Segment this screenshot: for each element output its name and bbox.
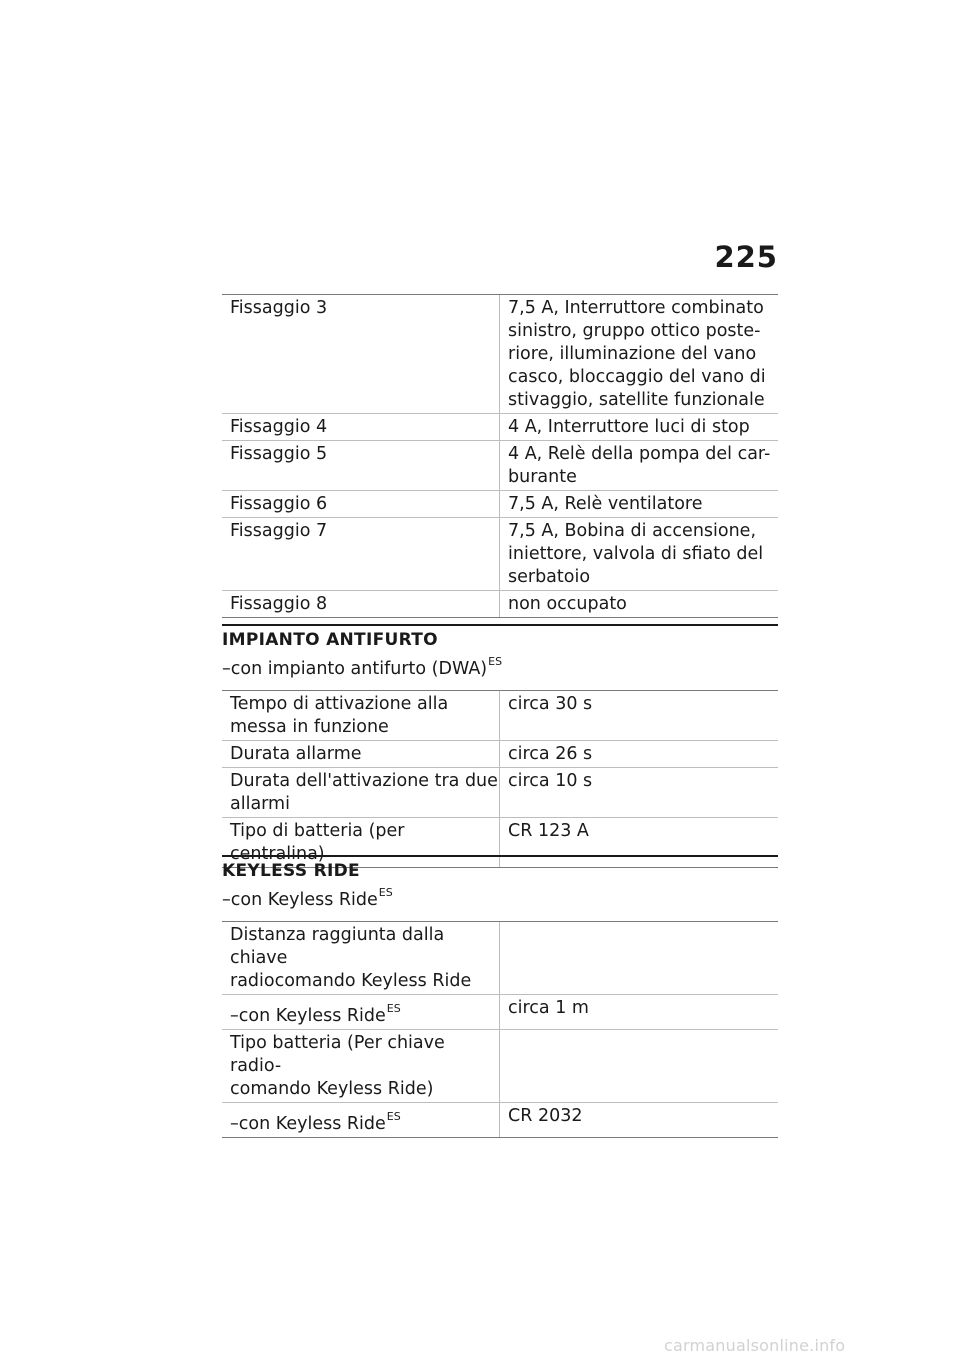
keyless-row-label [222, 1103, 500, 1137]
keyless-row-label [222, 922, 500, 994]
keyless-row-label-line [230, 970, 499, 993]
antitheft-row-value-line: circa 26 s [508, 744, 593, 764]
fuse-row-label [222, 591, 500, 617]
keyless-row-label-line [230, 1078, 499, 1101]
antitheft-rule [222, 624, 778, 626]
antitheft-row-label-text: allarmi [230, 794, 290, 814]
fuse-row-value-line: burante [508, 467, 577, 487]
keyless-row-label-sup: ES [386, 1002, 401, 1015]
fuse-row-value [500, 518, 778, 590]
antitheft-row [222, 741, 778, 768]
fuse-row-label-line [230, 493, 499, 516]
keyless-row-label-text: radiocomando Keyless Ride [230, 971, 472, 991]
fuse-row-value-line: casco, bloccaggio del vano di [508, 367, 766, 387]
keyless-row-label-text: Tipo batteria (Per chiave radio- [230, 1033, 445, 1076]
antitheft-row-label [222, 691, 500, 740]
fuse-row-label-line [230, 416, 499, 439]
antitheft-condition-sup: ES [488, 655, 503, 668]
antitheft-row-value-line: circa 10 s [508, 771, 593, 791]
fuse-row-value [500, 441, 778, 490]
antitheft-title: IMPIANTO ANTIFURTO [222, 630, 438, 650]
fuse-row-value-line: riore, illuminazione del vano [508, 344, 757, 364]
fuse-row-value-line: serbatoio [508, 567, 591, 587]
keyless-condition [222, 886, 393, 910]
fuse-row-value-line: 7,5 A, Interruttore combinato [508, 298, 764, 318]
fuse-row-label [222, 414, 500, 440]
antitheft-row-value [500, 691, 778, 740]
footer-watermark: carmanualsonline.info [664, 1336, 846, 1355]
antitheft-row-label-line [230, 716, 499, 739]
fuse-row-value-line: 7,5 A, Bobina di accensione, [508, 521, 757, 541]
keyless-row-value [500, 1030, 778, 1102]
antitheft-row-label [222, 818, 500, 867]
keyless-condition-sup: ES [378, 886, 393, 899]
fuse-row-label-line [230, 520, 499, 543]
keyless-row-value-line: CR 2032 [508, 1106, 583, 1126]
keyless-row-value [500, 922, 778, 994]
antitheft-row-label [222, 768, 500, 817]
fuse-row-label-text: Fissaggio 4 [230, 417, 328, 437]
fuse-row-label-text: Fissaggio 6 [230, 494, 328, 514]
keyless-row-label-line [230, 1105, 499, 1136]
antitheft-row [222, 691, 778, 741]
keyless-row-label-text: Distanza raggiunta dalla chiave [230, 925, 445, 968]
fuse-row-value-line: non occupato [508, 594, 627, 614]
antitheft-row-label-line [230, 693, 499, 716]
fuse-row [222, 414, 778, 441]
fuse-row-label [222, 441, 500, 490]
antitheft-row [222, 768, 778, 818]
fuse-row-value [500, 591, 778, 617]
keyless-row [222, 922, 778, 995]
fuse-table [222, 294, 778, 618]
fuse-row [222, 518, 778, 591]
fuse-row-label-line [230, 297, 499, 320]
antitheft-row-value [500, 768, 778, 817]
antitheft-row-label-text: Durata dell'attivazione tra due [230, 771, 498, 791]
fuse-row-value-line: stivaggio, satellite funzionale [508, 390, 765, 410]
fuse-row [222, 491, 778, 518]
keyless-rule [222, 855, 778, 857]
fuse-row-value [500, 491, 778, 517]
antitheft-row-label-text: Tempo di attivazione alla [230, 694, 449, 714]
keyless-row [222, 995, 778, 1030]
antitheft-condition-text: –con impianto antifurto (DWA) [222, 659, 488, 679]
fuse-row-label [222, 295, 500, 413]
keyless-table [222, 921, 778, 1138]
antitheft-row-label-text: Tipo di batteria (per centralina) [230, 821, 405, 864]
fuse-row [222, 295, 778, 414]
page-number: 225 [714, 240, 778, 274]
antitheft-row-label-text: Durata allarme [230, 744, 362, 764]
fuse-row-label-text: Fissaggio 3 [230, 298, 328, 318]
keyless-row-value-line: circa 1 m [508, 998, 589, 1018]
keyless-row-label-sup: ES [386, 1110, 401, 1123]
keyless-row-value [500, 995, 778, 1029]
keyless-row-label-line [230, 1032, 499, 1078]
antitheft-row-label [222, 741, 500, 767]
antitheft-row-value [500, 818, 778, 867]
keyless-row-label-text: comando Keyless Ride) [230, 1079, 434, 1099]
fuse-row-label-text: Fissaggio 5 [230, 444, 328, 464]
fuse-row [222, 591, 778, 618]
antitheft-row-label-line [230, 793, 499, 816]
fuse-row-value-line: iniettore, valvola di sfiato del [508, 544, 764, 564]
antitheft-row-value [500, 741, 778, 767]
antitheft-row-label-line [230, 820, 499, 866]
keyless-condition-text: –con Keyless Ride [222, 890, 378, 910]
fuse-row-label-line [230, 593, 499, 616]
fuse-row-label [222, 491, 500, 517]
fuse-row-label-line [230, 443, 499, 466]
antitheft-condition [222, 655, 502, 679]
antitheft-row-label-line [230, 770, 499, 793]
keyless-title: KEYLESS RIDE [222, 861, 360, 881]
antitheft-row-value-line: CR 123 A [508, 821, 589, 841]
keyless-row-label-line [230, 924, 499, 970]
keyless-row-label-text: –con Keyless Ride [230, 1114, 386, 1134]
fuse-row-label [222, 518, 500, 590]
antitheft-row-label-line [230, 743, 499, 766]
fuse-row-value-line: sinistro, gruppo ottico poste- [508, 321, 761, 341]
antitheft-table [222, 690, 778, 868]
fuse-row-value [500, 414, 778, 440]
fuse-row-value [500, 295, 778, 413]
fuse-row-value-line: 4 A, Interruttore luci di stop [508, 417, 750, 437]
keyless-row-label [222, 995, 500, 1029]
keyless-row-label-line [230, 997, 499, 1028]
keyless-row-label [222, 1030, 500, 1102]
antitheft-row-value-line: circa 30 s [508, 694, 593, 714]
keyless-row [222, 1030, 778, 1103]
fuse-row [222, 441, 778, 491]
keyless-row-label-text: –con Keyless Ride [230, 1006, 386, 1026]
fuse-row-value-line: 7,5 A, Relè ventilatore [508, 494, 703, 514]
fuse-row-value-line: 4 A, Relè della pompa del car- [508, 444, 771, 464]
keyless-row-value [500, 1103, 778, 1137]
antitheft-row-label-text: messa in funzione [230, 717, 389, 737]
keyless-row [222, 1103, 778, 1138]
fuse-row-label-text: Fissaggio 7 [230, 521, 328, 541]
fuse-row-label-text: Fissaggio 8 [230, 594, 328, 614]
